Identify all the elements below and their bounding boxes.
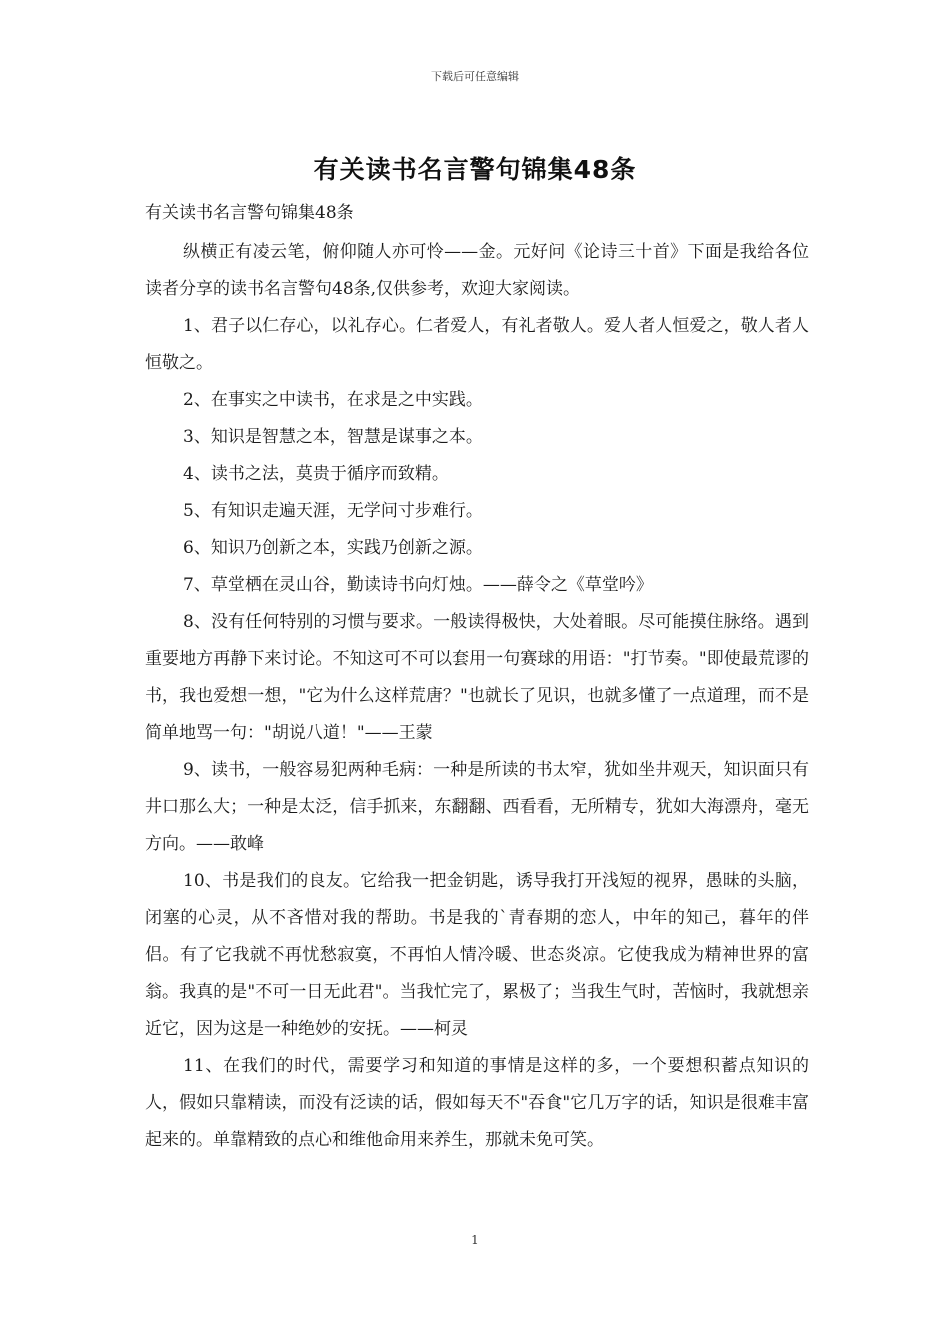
page-number: 1	[471, 1233, 479, 1247]
quote-8: 8、没有任何特别的习惯与要求。一般读得极快，大处着眼。尽可能摸住脉络。遇到重要地方再静下来讨论。不知这可不可以套用一句赛球的用语："打节奏。"即使最荒谬的书，我也爱想一想，"它为什么这样荒唐？"也就长了见识，也就多懂了一点道理，而不是简单地骂一句："胡说八道！"——王蒙	[145, 612, 809, 743]
header-note: 下载后可任意编辑	[431, 70, 519, 83]
quote-6: 6、知识乃创新之本，实践乃创新之源。	[183, 538, 483, 558]
quote-7: 7、草堂栖在灵山谷，勤读诗书向灯烛。——薛令之《草堂吟》	[183, 575, 653, 595]
quote-11: 11、在我们的时代，需要学习和知道的事情是这样的多，一个要想积蓄点知识的人，假如只靠精读，而没有泛读的话，假如每天不"吞食"它几万字的话，知识是很难丰富起来的。单靠精致的点心和维他命用来养生，那就未免可笑。	[145, 1056, 809, 1150]
quote-5: 5、有知识走遍天涯，无学问寸步难行。	[183, 501, 483, 521]
quote-10: 10、书是我们的良友。它给我一把金钥匙，诱导我打开浅短的视界，愚昧的头脑，闭塞的心灵，从不吝惜对我的帮助。书是我的`青春期的恋人，中年的知己，暮年的伴侣。有了它我就不再忧愁寂寞，不再怕人情冷暖、世态炎凉。它使我成为精神世界的富翁。我真的是"不可一日无此君"。当我忙完了，累极了；当我生气时，苦恼时，我就想亲近它，因为这是一种绝妙的安抚。——柯灵	[145, 871, 809, 1039]
document-subtitle: 有关读书名言警句锦集48条	[145, 203, 354, 223]
quote-1: 1、君子以仁存心，以礼存心。仁者爱人，有礼者敬人。爱人者人恒爱之，敬人者人恒敬之。	[145, 316, 809, 373]
intro-paragraph: 纵横正有凌云笔，俯仰随人亦可怜——金。元好问《论诗三十首》下面是我给各位读者分享的读书名言警句48条,仅供参考，欢迎大家阅读。	[145, 242, 809, 299]
quote-4: 4、读书之法，莫贵于循序而致精。	[183, 464, 449, 484]
quote-2: 2、在事实之中读书，在求是之中实践。	[183, 390, 483, 410]
quote-9: 9、读书，一般容易犯两种毛病：一种是所读的书太窄，犹如坐井观天，知识面只有井口那么大；一种是太泛，信手抓来，东翻翻、西看看，无所精专，犹如大海漂舟，毫无方向。——敢峰	[145, 760, 809, 854]
document-body	[145, 197, 809, 1159]
quote-3: 3、知识是智慧之本，智慧是谋事之本。	[183, 427, 483, 447]
document-title: 有关读书名言警句锦集48条	[313, 155, 637, 184]
